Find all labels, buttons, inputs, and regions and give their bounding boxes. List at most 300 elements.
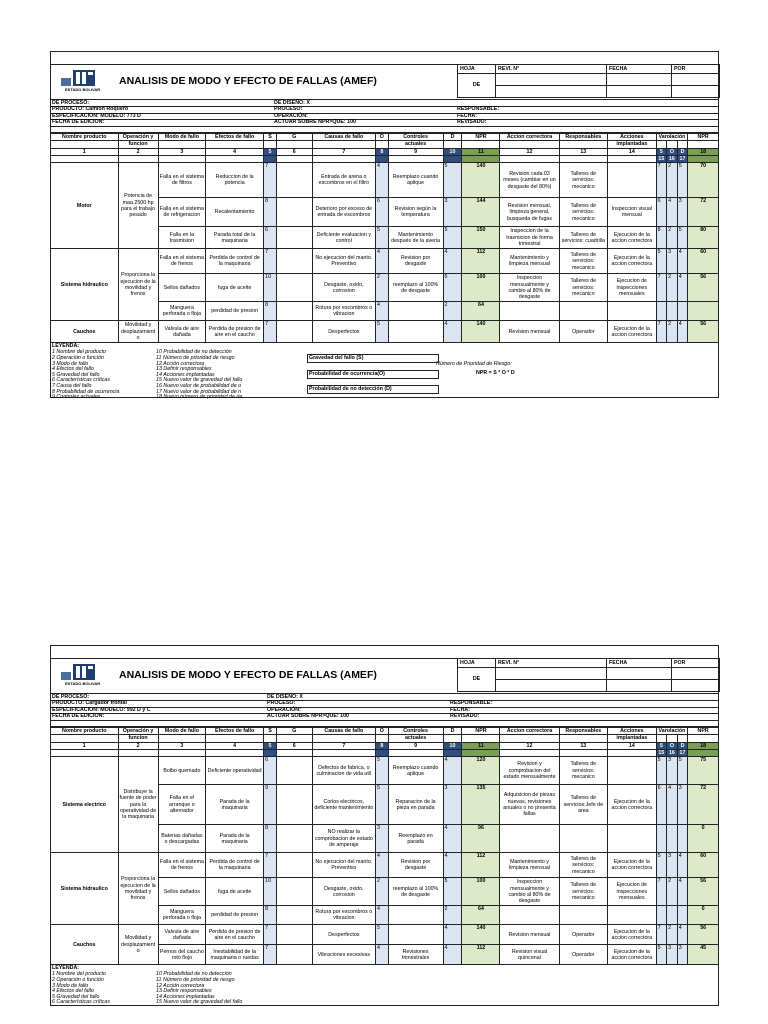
npr-title: Número de Prioridad de Riesgo: <box>436 361 512 368</box>
column-header: Operación y <box>118 728 158 735</box>
table-cell: 7 <box>656 925 667 945</box>
legend <box>50 965 719 1006</box>
table-cell <box>677 906 688 925</box>
column-header: S <box>264 134 277 141</box>
legend-item: 2 Operación o función <box>52 354 104 361</box>
table-cell: 4 <box>677 249 688 274</box>
legend-item: 14 Acciones implantadas <box>156 993 215 1000</box>
column-number: 10 <box>443 742 462 749</box>
table-cell: Entrada de arena o escombros en el filtro <box>312 163 375 198</box>
table-cell: Vibraciones excesivas <box>312 945 375 965</box>
table-cell: Corlos electricos, deficiente mantenimiento <box>312 785 375 825</box>
table-cell: 5 <box>443 878 462 906</box>
table-cell: Falla en el sistema de frenos <box>158 853 205 878</box>
table-cell: 6 <box>656 785 667 825</box>
legend-item: 11 Número de prioridad de riesgo <box>156 354 235 361</box>
legend-item: 16 Nuevo valor de probabilidad de o <box>156 382 242 389</box>
column-header-cont <box>677 735 688 742</box>
column-header: NPR <box>688 134 719 141</box>
table-cell: Ejecucion de la accion correctora <box>608 925 657 945</box>
table-cell <box>608 757 657 785</box>
table-cell: 4 <box>375 945 388 965</box>
fecha: FECHA: <box>457 112 478 119</box>
column-header: Varolación <box>656 134 688 141</box>
column-number: 4 <box>206 742 264 749</box>
header-right-grid <box>457 64 720 98</box>
table-cell: 2 <box>667 878 678 906</box>
table-cell: Talleres de servicios: mecanico <box>559 198 608 227</box>
table-cell: 6 <box>375 198 388 227</box>
table-cell: 3 <box>667 945 678 965</box>
npr-value: 144 <box>462 198 500 227</box>
table-cell: Revision mensual <box>500 321 559 343</box>
table-cell: Revision y comprobacion del estado mensualmente <box>500 757 559 785</box>
table-cell: 2 <box>375 878 388 906</box>
column-number: 1 <box>51 742 119 749</box>
table-cell: NO realizar la comprobacion de estado de amperaje <box>312 825 375 853</box>
table-cell <box>667 302 678 321</box>
legend-item: 17 Nuevo valor de probabilidad de n <box>156 388 242 395</box>
column-number-sub <box>559 750 608 757</box>
column-number: 5 <box>264 742 277 749</box>
table-cell <box>276 302 312 321</box>
npr-value: 64 <box>462 302 500 321</box>
column-header-cont <box>688 141 719 148</box>
npr-value: 56 <box>688 274 719 302</box>
column-number-sub <box>312 156 375 163</box>
legend-item: 3 Modo de fallo <box>52 982 89 989</box>
column-header: Responsables <box>559 134 608 141</box>
responsable: RESPONSABLE: <box>457 106 500 113</box>
legend-item: 1 Nombre del producto <box>52 971 106 978</box>
table-cell <box>608 906 657 925</box>
column-number: 11 <box>462 742 500 749</box>
table-cell: Operador <box>559 321 608 343</box>
column-number: 13 <box>559 148 608 155</box>
column-number: 5 <box>264 148 277 155</box>
legend-item: 5 Gravedad del fallo <box>52 371 100 378</box>
table-cell: Baterias dañadas o descargadas <box>158 825 205 853</box>
fecha-edicion: FECHA DE EDICION: <box>52 713 105 720</box>
table-cell: 2 <box>667 227 678 249</box>
column-header: Causas de fallo <box>312 728 375 735</box>
table-cell: 3 <box>443 198 462 227</box>
column-header: NPR <box>462 728 500 735</box>
column-header-cont <box>375 141 388 148</box>
column-number-sub: 17 <box>677 156 688 163</box>
legend-item: 12 Acción correctora <box>156 360 205 367</box>
legend-item: 6 Características críticas <box>52 999 110 1006</box>
amef-table <box>50 727 719 965</box>
product-name: Sistema electrico <box>51 757 119 853</box>
table-cell: Adquisicion de piezas nuevas, revisiones anuales o no presenta fallas <box>500 785 559 825</box>
table-cell: Inestabilidad de la maquinaria o ruedas <box>206 945 264 965</box>
column-header-cont <box>158 735 205 742</box>
column-header-cont <box>312 735 375 742</box>
table-cell: Revision por desgaste <box>388 249 443 274</box>
table-cell: 4 <box>677 274 688 302</box>
table-cell: Falla en el sistema de frenos <box>158 249 205 274</box>
column-number: D <box>677 742 688 749</box>
table-cell: Mantenimiento y limpieza mensual <box>500 853 559 878</box>
table-cell <box>656 906 667 925</box>
column-number: 8 <box>375 742 388 749</box>
column-header-cont: actuales <box>388 141 443 148</box>
column-header: Accion correctora <box>500 728 559 735</box>
table-cell: 4 <box>375 302 388 321</box>
table-cell: Talleres de servicios: cuadrilla <box>559 227 608 249</box>
column-header-cont <box>667 141 678 148</box>
column-number-sub <box>443 750 462 757</box>
table-cell: Desgaste, oxido, corrosion <box>312 274 375 302</box>
table-cell <box>388 906 443 925</box>
top-border <box>50 51 719 64</box>
npr-value: 140 <box>462 925 500 945</box>
table-cell: Talleres de servicios: mecanico <box>559 853 608 878</box>
table-cell <box>276 163 312 198</box>
table-cell: 4 <box>667 785 678 825</box>
legend-item: 13 Definir responsables <box>156 366 212 373</box>
table-cell: Operador <box>559 925 608 945</box>
table-cell: 4 <box>677 853 688 878</box>
table-cell: Ejecucion de la accion correctora <box>608 785 657 825</box>
amef-table <box>50 133 719 343</box>
column-header-cont: funcion <box>118 141 158 148</box>
table-cell: 4 <box>375 249 388 274</box>
fecha-edicion: FECHA DE EDICION: <box>52 119 105 126</box>
table-cell: Talleres de servicios:Jefe de area <box>559 785 608 825</box>
npr-value: 120 <box>462 757 500 785</box>
column-number-sub <box>264 156 277 163</box>
table-cell: 5 <box>656 853 667 878</box>
table-cell: Ejecucion de inspecciones mensuales <box>608 878 657 906</box>
table-cell <box>500 302 559 321</box>
table-cell: 5 <box>443 227 462 249</box>
de-label: DE <box>458 73 496 97</box>
column-header-cont <box>206 141 264 148</box>
table-cell: 8 <box>264 906 277 925</box>
table-cell: 6 <box>264 757 277 785</box>
legend-item: 13 Definir responsables <box>156 988 212 995</box>
table-cell: 7 <box>656 274 667 302</box>
table-cell: 8 <box>656 227 667 249</box>
column-header-cont <box>500 735 559 742</box>
npr-value: 72 <box>688 785 719 825</box>
table-cell <box>677 302 688 321</box>
process-info <box>50 100 719 133</box>
column-header-cont <box>51 141 119 148</box>
column-number-sub: 16 <box>667 750 678 757</box>
column-header-cont <box>500 141 559 148</box>
table-cell <box>388 302 443 321</box>
table-cell: Proporciona la ejecucion de la movilidad y frenos <box>118 853 158 925</box>
table-cell: 3 <box>667 853 678 878</box>
table-cell: Sellos dañados <box>158 274 205 302</box>
table-cell: perdidad de presion <box>206 302 264 321</box>
column-number: 6 <box>276 742 312 749</box>
table-cell: Perdida de control de la maquinaria <box>206 853 264 878</box>
table-cell: Revision por desgaste <box>388 853 443 878</box>
column-number-sub: 15 <box>656 156 667 163</box>
column-number-sub <box>51 750 119 757</box>
column-header: D <box>443 134 462 141</box>
table-cell: Movilidad y desplazamient o <box>118 925 158 965</box>
legend-item: 9 Controles actuales <box>52 394 101 401</box>
por-label: POR <box>672 659 720 668</box>
column-header: Causas de fallo <box>312 134 375 141</box>
table-cell: 5 <box>443 274 462 302</box>
table-cell <box>276 853 312 878</box>
table-cell: Proporciona la ejecucion de la movilidad y frenos <box>118 249 158 321</box>
table-cell: 7 <box>264 853 277 878</box>
table-cell: reemplazo al 100% de desgaste <box>388 878 443 906</box>
sheet-header <box>50 658 719 694</box>
column-number-sub <box>158 156 205 163</box>
table-cell: Distribuye la fuente de poder para la operatividad de la maquinaria <box>118 757 158 853</box>
column-number-sub: 16 <box>667 156 678 163</box>
column-number: 3 <box>158 742 205 749</box>
legend-item: 14 Acciones implantadas <box>156 371 215 378</box>
table-cell: 5 <box>443 163 462 198</box>
page-title: ANALISIS DE MODO Y EFECTO DE FALLAS (AMEF) <box>119 75 377 87</box>
column-header: Modo de fallo <box>158 134 205 141</box>
table-cell: 7 <box>264 321 277 343</box>
npr-value: 100 <box>462 274 500 302</box>
iut-logo <box>59 662 107 690</box>
actuar-sobre: ACTUAR SOBRE NPR>QUE: 100 <box>267 713 349 720</box>
column-header-cont <box>264 735 277 742</box>
column-header: Varolación <box>656 728 688 735</box>
table-cell: Valvula de aire dañada <box>158 321 205 343</box>
table-cell <box>608 825 657 853</box>
table-cell: Valvula de aire dañada <box>158 925 205 945</box>
column-number: 2 <box>118 148 158 155</box>
column-number-sub: 15 <box>656 750 667 757</box>
table-cell: 2 <box>375 274 388 302</box>
table-cell: Deterioro por exceso de entrada de escombros <box>312 198 375 227</box>
table-cell: Rotura por escombros o vibracion <box>312 906 375 925</box>
iut-logo <box>59 68 107 96</box>
column-number: 5 <box>656 742 667 749</box>
column-header: G <box>276 728 312 735</box>
legend-item: 2 Operación o función <box>52 976 104 983</box>
table-cell: 5 <box>677 757 688 785</box>
table-cell: Inspeccion mensualmente y cambio al 80% de desgaste <box>500 878 559 906</box>
table-cell: 3 <box>667 757 678 785</box>
table-cell: 4 <box>677 925 688 945</box>
column-number: 18 <box>688 742 719 749</box>
revisado: REVISADO: <box>450 713 480 720</box>
column-header-cont <box>667 735 678 742</box>
column-number: O <box>667 148 678 155</box>
table-cell: Ejecucion de la accion correctora <box>608 321 657 343</box>
legend-item: 4 Efectos del fallo <box>52 988 94 995</box>
table-cell <box>276 945 312 965</box>
npr-value: 70 <box>688 163 719 198</box>
table-cell: Sellos dañados <box>158 878 205 906</box>
table-cell: Operador <box>559 945 608 965</box>
producto: PRODUCTO: Cargador frontal <box>52 700 127 707</box>
column-number: 1 <box>51 148 119 155</box>
column-number: D <box>677 148 688 155</box>
table-cell <box>276 227 312 249</box>
table-cell: 3 <box>443 785 462 825</box>
column-header-cont <box>559 141 608 148</box>
npr-value: 56 <box>688 878 719 906</box>
table-cell: 5 <box>375 785 388 825</box>
logo-subtitle: ESTADO BOLIVAR <box>65 681 101 686</box>
table-cell <box>388 321 443 343</box>
column-header-cont <box>264 141 277 148</box>
table-cell: 2 <box>667 163 678 198</box>
hoja-label: HOJA <box>458 659 496 668</box>
revisado: REVISADO: <box>457 119 487 126</box>
column-number: 7 <box>312 148 375 155</box>
table-cell: Inspeccion de la trasmicion de forma trimestral <box>500 227 559 249</box>
column-header: Nombre producto <box>51 728 119 735</box>
table-cell <box>559 825 608 853</box>
npr-value: 64 <box>462 906 500 925</box>
column-number: 3 <box>158 148 205 155</box>
table-cell: 4 <box>375 906 388 925</box>
table-cell: Mantenimiento después de la averia <box>388 227 443 249</box>
npr-value: 0 <box>688 825 719 853</box>
column-header: Accion correctora <box>500 134 559 141</box>
column-number-sub <box>118 156 158 163</box>
table-cell: 8 <box>264 198 277 227</box>
npr-value: 60 <box>688 853 719 878</box>
responsable: RESPONSABLE: <box>450 700 493 707</box>
column-number: O <box>667 742 678 749</box>
table-cell: 4 <box>667 198 678 227</box>
table-cell: 4 <box>443 321 462 343</box>
npr-value: 140 <box>462 163 500 198</box>
sheet-header <box>50 64 719 100</box>
table-cell: 6 <box>656 198 667 227</box>
column-header: Modo de fallo <box>158 728 205 735</box>
de-proceso: DE PROCESO: <box>52 100 90 106</box>
revision-label: REVI. N° <box>496 65 607 74</box>
table-cell <box>276 249 312 274</box>
table-cell: Inspeccion visual mensual <box>608 198 657 227</box>
table-cell <box>276 274 312 302</box>
especificacion: ESPECIFICACION: MODELO: 773 D <box>52 112 141 119</box>
table-cell: No ejecucion del manto. Preventivo <box>312 249 375 274</box>
table-cell <box>276 785 312 825</box>
column-number-sub <box>276 750 312 757</box>
table-cell: 3 <box>677 198 688 227</box>
table-cell: Reemplazo cuando aplique <box>388 757 443 785</box>
table-cell: Movilidad y desplazamient o <box>118 321 158 343</box>
table-cell: 5 <box>375 227 388 249</box>
column-number-sub <box>276 156 312 163</box>
table-cell: fuga de aceite <box>206 878 264 906</box>
column-number: 12 <box>500 742 559 749</box>
table-cell: Ejecucion de la accion correctora <box>608 249 657 274</box>
table-cell: Inspeccion mensualmente y cambio al 80% de desgaste <box>500 274 559 302</box>
table-cell: 7 <box>264 945 277 965</box>
table-cell: Revision visual quincenal <box>500 945 559 965</box>
table-cell: 8 <box>264 825 277 853</box>
column-number-sub <box>118 750 158 757</box>
table-cell: Desperfectos <box>312 321 375 343</box>
table-cell: Revision según la temperatura <box>388 198 443 227</box>
table-cell: Parada de la maquinaria <box>206 785 264 825</box>
column-number-sub <box>608 156 657 163</box>
legend <box>50 343 719 401</box>
table-cell: Parada total de la maquinaria <box>206 227 264 249</box>
legend-item: 4 Efectos del fallo <box>52 366 94 373</box>
revision-label: REVI. N° <box>496 659 607 668</box>
table-cell: Manguera perforada o floja <box>158 906 205 925</box>
table-cell: 4 <box>443 853 462 878</box>
table-cell: 3 <box>677 945 688 965</box>
legend-item: 11 Número de prioridad de riesgo <box>156 976 235 983</box>
npr-value: 112 <box>462 853 500 878</box>
fecha-label: FECHA <box>607 659 672 668</box>
column-number-sub: 17 <box>677 750 688 757</box>
column-header-cont <box>276 735 312 742</box>
column-header-cont <box>656 141 667 148</box>
column-header: O <box>375 134 388 141</box>
gravedad-box <box>307 354 439 363</box>
column-header-cont <box>559 735 608 742</box>
table-cell: Revision mensual, limpieza general, busqueda de fugas <box>500 198 559 227</box>
column-header: Acciones <box>608 134 657 141</box>
table-cell: 4 <box>443 249 462 274</box>
table-cell: 4 <box>375 163 388 198</box>
table-cell <box>608 163 657 198</box>
npr-value: 96 <box>462 825 500 853</box>
table-cell: 9 <box>264 785 277 825</box>
legend-item: 10 Probabilidad de no detección <box>156 971 232 978</box>
table-cell <box>276 198 312 227</box>
table-cell: 2 <box>443 302 462 321</box>
column-number: 7 <box>312 742 375 749</box>
table-cell: Desperfectos <box>312 925 375 945</box>
table-cell <box>388 925 443 945</box>
table-cell <box>276 825 312 853</box>
column-number-sub <box>375 156 388 163</box>
table-cell: 4 <box>443 945 462 965</box>
column-number: 12 <box>500 148 559 155</box>
table-cell: Revision mensual <box>500 925 559 945</box>
table-cell: Perdida de presion de aire en el caucho <box>206 321 264 343</box>
column-number-sub <box>608 750 657 757</box>
legend-title: LEYENDA: <box>52 965 80 972</box>
table-cell: Perdida de presion de aire en el caucho <box>206 925 264 945</box>
table-cell: 10 <box>264 274 277 302</box>
column-header-cont <box>656 735 667 742</box>
column-number-sub <box>462 750 500 757</box>
table-cell <box>276 906 312 925</box>
table-cell: No ejecucion del manto. Preventivo <box>312 853 375 878</box>
table-cell: 10 <box>264 878 277 906</box>
fecha: FECHA: <box>450 706 471 713</box>
product-name: Sistema hidraulico <box>51 853 119 925</box>
column-header: Responsables <box>559 728 608 735</box>
de-label: DE <box>458 667 496 691</box>
table-cell: 2 <box>667 274 678 302</box>
table-cell: 4 <box>375 853 388 878</box>
table-cell: Mantenimiento y limpieza mensual <box>500 249 559 274</box>
amef-sheet-1 <box>50 51 719 401</box>
table-cell <box>276 757 312 785</box>
table-cell: Bolbo quemado <box>158 757 205 785</box>
amef-sheet-2 <box>50 645 719 1006</box>
legend-item: 7 Causa del fallo <box>52 382 92 389</box>
column-header-cont <box>677 141 688 148</box>
